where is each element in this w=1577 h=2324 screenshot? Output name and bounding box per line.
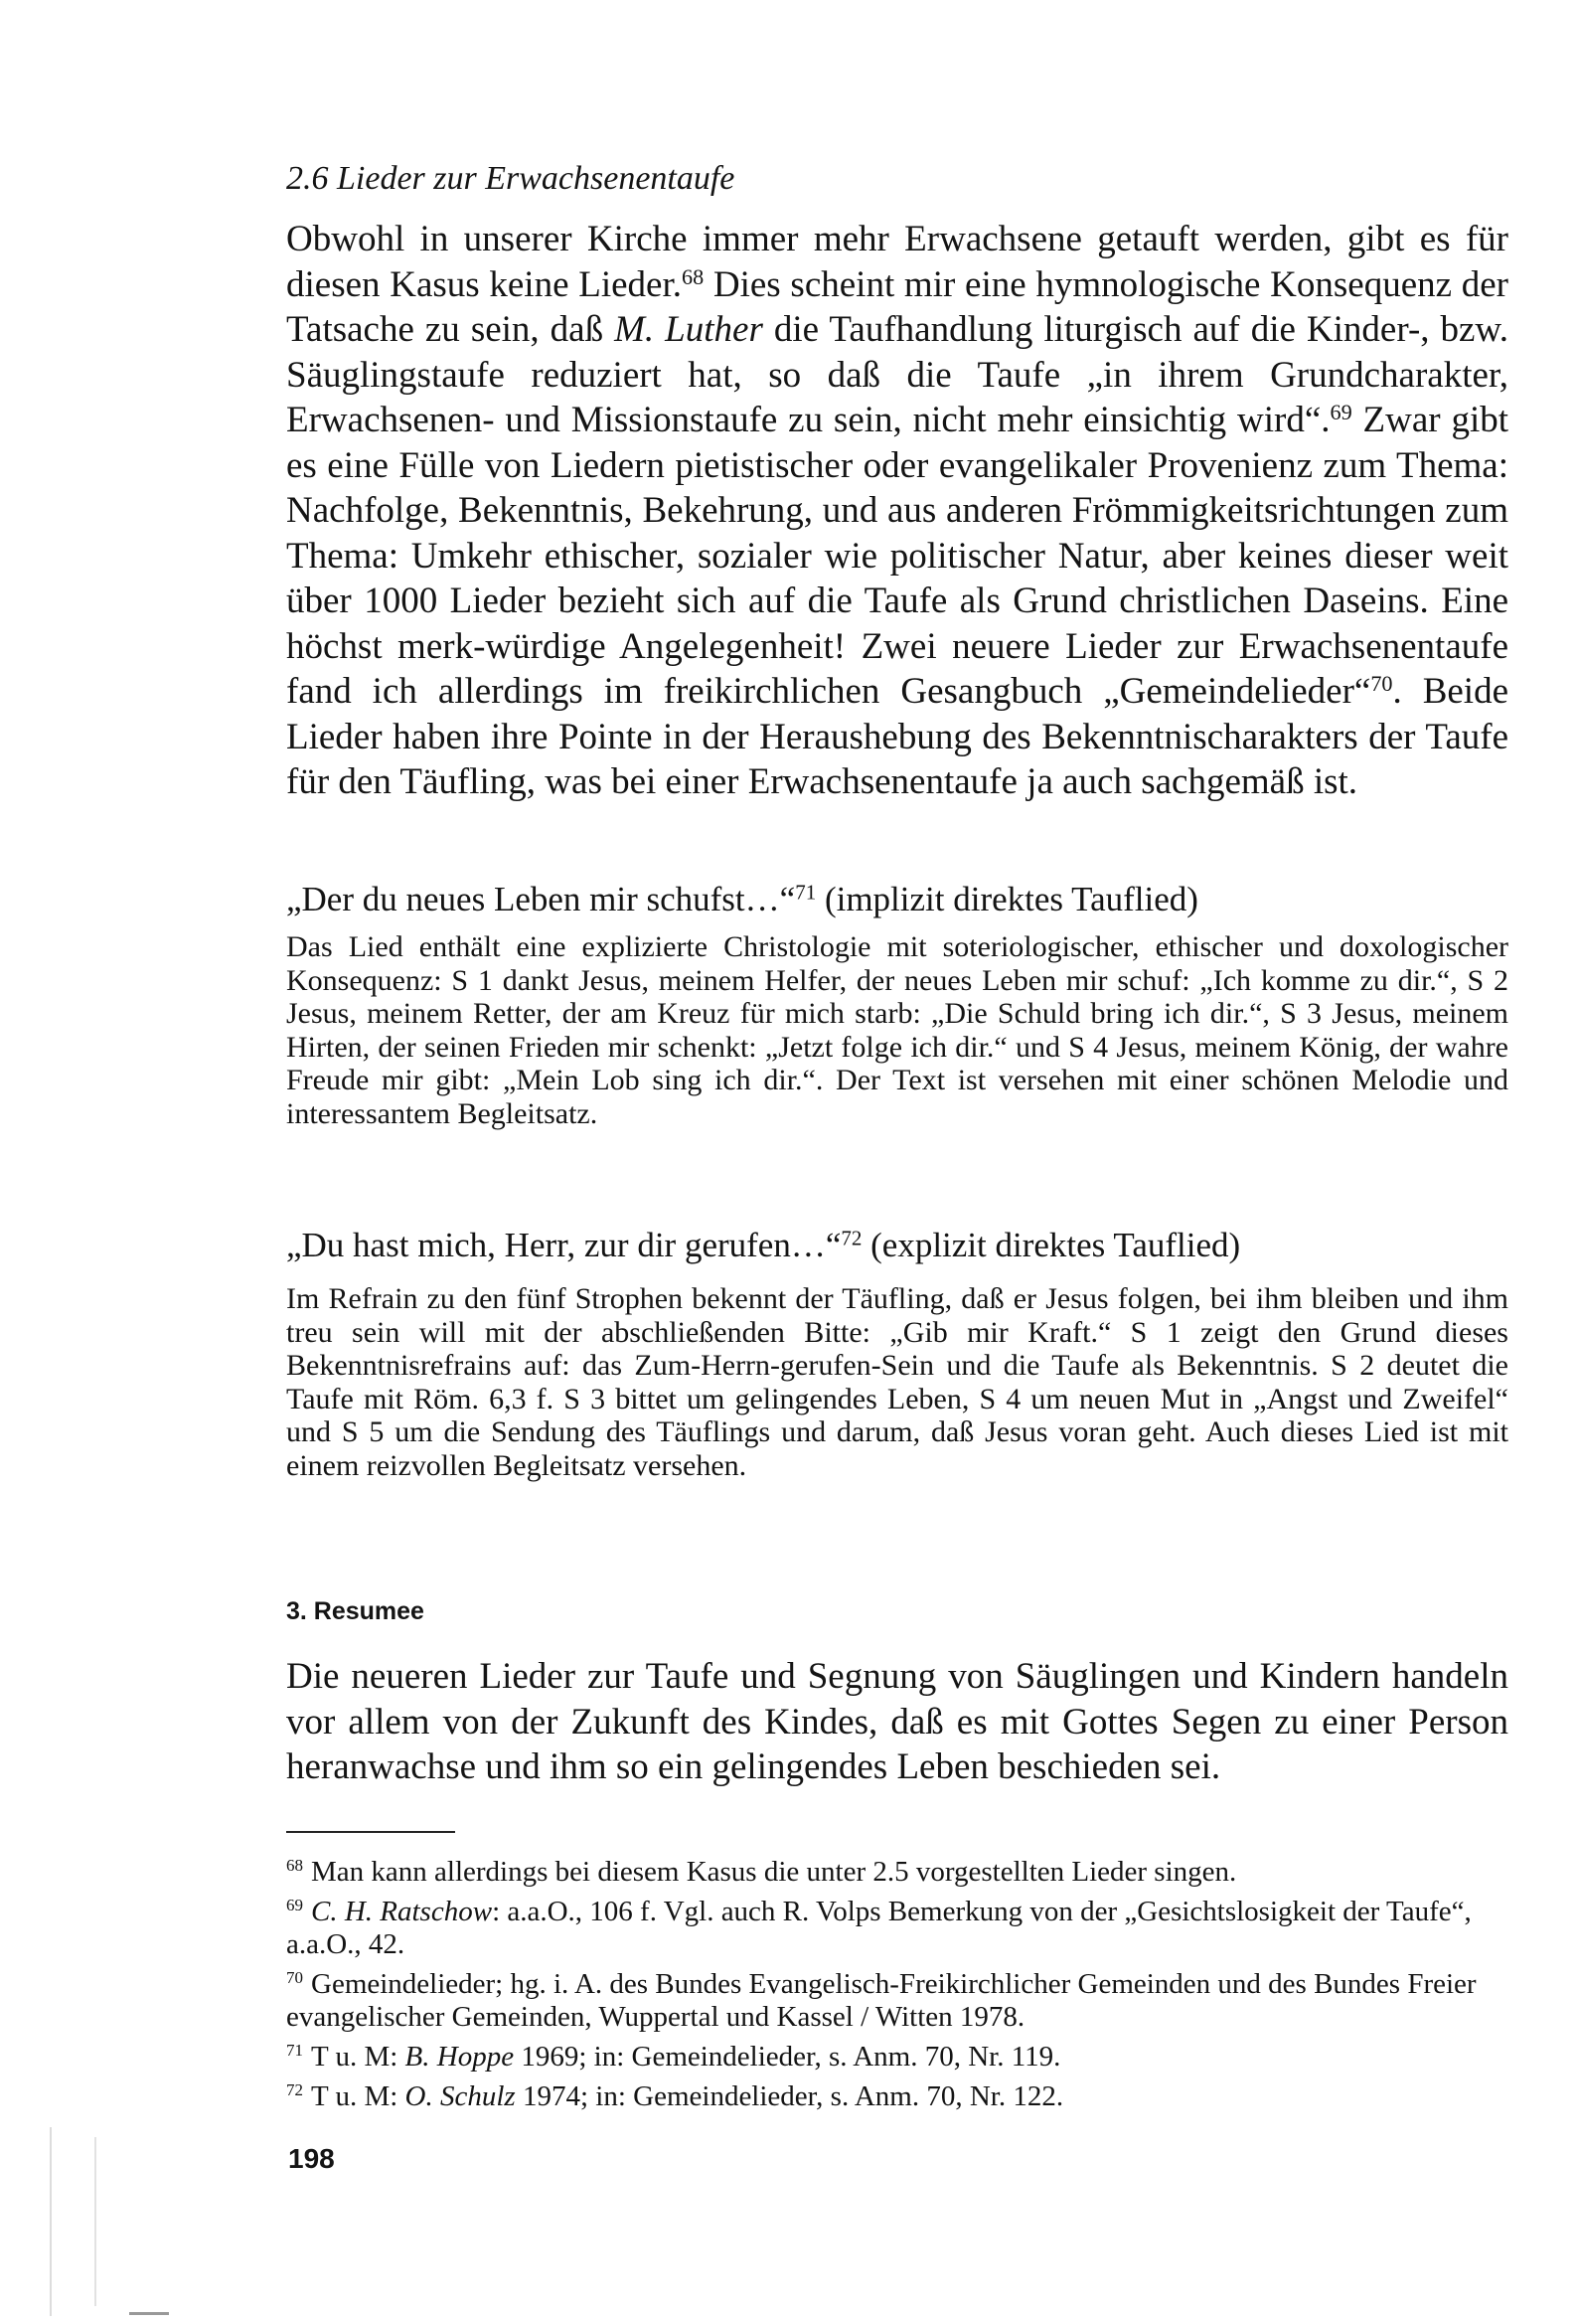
scan-edge-mark <box>50 2127 52 2316</box>
footnote-text: Gemeindelieder; hg. i. A. des Bundes Evangelisch-Freikirchlicher Gemeinden und des Bundes Freier evangelischer Gemeinden, Wuppertal und Kassel / Witten 1978. <box>286 1968 1477 2033</box>
footnote-text: 1974; in: Gemeindelieder, s. Anm. 70, Nr. 122. <box>515 2080 1064 2112</box>
paragraph-part-1: Obwohl in unserer Kirche immer mehr Erwachsene getauft werden, gibt es für diesen Kasus keine Lieder. <box>286 219 1508 305</box>
footnote-number: 72 <box>286 2080 303 2099</box>
footnote-ref-72[interactable]: 72 <box>841 1226 863 1250</box>
footnote-text: Man kann allerdings bei diesem Kasus die unter 2.5 vorgestellten Lieder singen. <box>311 1856 1237 1888</box>
scan-edge-mark <box>94 2137 96 2306</box>
paragraph-part-3: die Taufhandlung liturgisch auf die Kinder-, bzw. Säuglingstaufe reduziert hat, so daß die Taufe „in ihrem Grundcharakter, Erwachsenen- und Missionstaufe zu sein, nicht mehr einsichtig wird“. <box>286 309 1509 440</box>
footnote-72 <box>286 2074 1508 2113</box>
footnote-number: 70 <box>286 1968 303 1987</box>
section-heading: 2.6 Lieder zur Erwachsenentaufe <box>286 160 735 197</box>
footnote-text: T u. M: <box>311 2041 405 2073</box>
paragraph-part-2: Dies scheint mir eine hymnologische Konsequenz der Tatsache zu sein, daß <box>286 263 1509 350</box>
footnote-ref-69[interactable]: 69 <box>1330 399 1352 424</box>
song1-description: Das Lied enthält eine explizierte Christologie mit soteriologischer, ethischer und doxologischer Konsequenz: S 1 dankt Jesus, meinem Helfer, der neues Leben mir schuf: „Ich komme zu dir.“, S 2 Jesus, meinem Retter, der am Kreuz für mich starb: „Die Schuld bring ich dir.“, S 3 Jesus, meinem Hirten, der seinen Frieden mir schenkt: „Jetzt folge ich dir.“ und S 4 Jesus, meinem König, der wahre Freude mir gibt: „Mein Lob sing ich dir.“. Der Text ist versehen mit einer schönen Melodie und interessantem Begleitsatz. <box>286 930 1508 1130</box>
paragraph-part-4: Zwar gibt es eine Fülle von Liedern pietistischer oder evangelikaler Provenienz zum Thema: Nachfolge, Bekenntnis, Bekehrung, und aus anderen Frömmigkeitsrichtungen zum Thema: Umkehr ethischer, sozialer wie politischer Natur, aber keines dieser weit über 1000 Lieder bezieht sich auf die Taufe als Grund christlichen Daseins. Eine höchst merk-würdige Angelegenheit! Zwei neuere Lieder zur Erwachsenentaufe fand ich allerdings im freikirchlichen Gesangbuch „Gemeindelieder“ <box>286 400 1509 712</box>
footnote-ref-70[interactable]: 70 <box>1370 670 1393 696</box>
footnote-text: : a.a.O., 106 f. Vgl. auch R. Volps Bemerkung von der „Gesichtslosigkeit der Taufe“, a.a.O., 42. <box>286 1896 1472 1960</box>
footnote-text: T u. M: <box>311 2080 405 2112</box>
page-number: 198 <box>288 2143 335 2174</box>
song2-description: Im Refrain zu den fünf Strophen bekennt der Täufling, daß er Jesus folgen, bei ihm bleiben und ihm treu sein will mit der abschließenden Bitte: „Gib mir Kraft.“ S 1 zeigt den Grund dieses Bekenntnisrefrains auf: das Zum-Herrn-gerufen-Sein und die Taufe als Bekenntnis. S 2 deutet die Taufe mit Röm. 6,3 f. S 3 bittet um gelingendes Leben, S 4 um neuen Mut in „Angst und Zweifel“ und S 5 um die Sendung des Täuflings und darum, daß Jesus voran geht. Auch dieses Lied ist mit einem reizvollen Begleitsatz versehen. <box>286 1282 1508 1482</box>
author-name: M. Luther <box>614 309 763 350</box>
footnote-68 <box>286 1849 1508 1889</box>
footnote-71 <box>286 2034 1508 2074</box>
footnote-author: C. H. Ratschow <box>311 1896 493 1927</box>
footnote-number: 68 <box>286 1856 303 1875</box>
footnote-author: B. Hoppe <box>404 2041 515 2073</box>
song1-title <box>286 879 1508 920</box>
footnote-number: 69 <box>286 1896 303 1914</box>
resumee-heading: 3. Resumee <box>286 1597 424 1625</box>
footnote-divider <box>286 1831 455 1833</box>
song2-name: „Du hast mich, Herr, zur dir gerufen…“ <box>286 1226 842 1264</box>
footnotes <box>286 1849 1508 2113</box>
song1-name: „Der du neues Leben mir schufst…“ <box>286 880 796 918</box>
song2-type: (explizit direktes Tauflied) <box>862 1226 1241 1264</box>
footnote-author: O. Schulz <box>404 2080 516 2112</box>
resumee-text: Die neueren Lieder zur Taufe und Segnung von Säuglingen und Kindern handeln vor allem von der Zukunft des Kindes, daß es mit Gottes Segen zu einer Person heranwachse und ihm so ein gelingendes Leben beschieden sei. <box>286 1656 1508 1787</box>
scan-edge-mark <box>129 2312 169 2315</box>
footnote-number: 71 <box>286 2041 303 2060</box>
footnote-ref-71[interactable]: 71 <box>795 880 817 905</box>
footnote-70 <box>286 1961 1508 2034</box>
footnote-69 <box>286 1889 1508 1961</box>
song1-type: (implizit direktes Tauflied) <box>816 880 1198 918</box>
footnote-ref-68[interactable]: 68 <box>681 263 705 289</box>
paragraph-part-5: . Beide Lieder haben ihre Pointe in der Heraushebung des Bekenntnischarakters der Taufe für den Täufling, was bei einer Erwachsenentaufe ja auch sachgemäß ist. <box>286 671 1508 802</box>
section-paragraph <box>286 217 1508 805</box>
footnote-text: 1969; in: Gemeindelieder, s. Anm. 70, Nr. 119. <box>514 2041 1061 2073</box>
song2-title <box>286 1225 1508 1266</box>
